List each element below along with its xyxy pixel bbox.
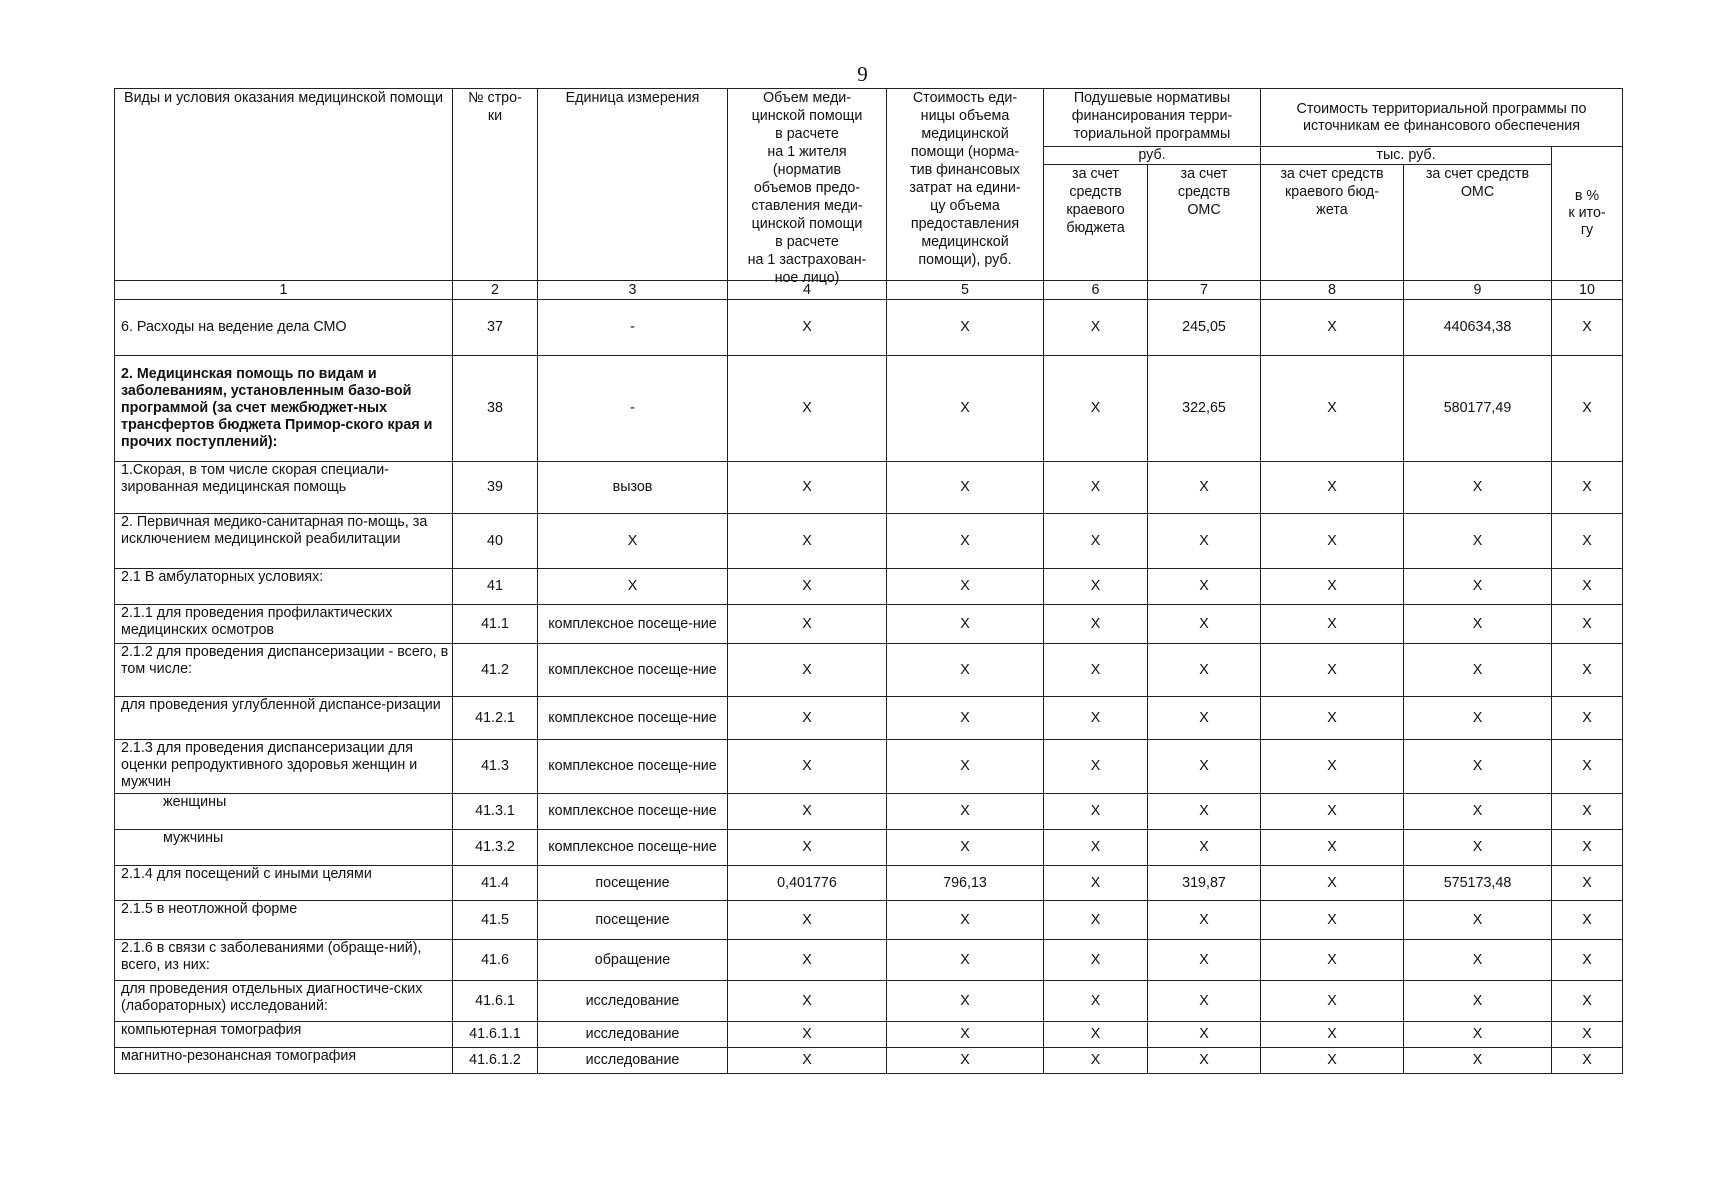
table-row (115, 300, 1623, 356)
value-cell: X (1148, 830, 1261, 866)
unit-of-measure: комплексное посеще-ние (538, 644, 728, 697)
value-cell: X (728, 569, 887, 605)
value-cell: 575173,48 (1404, 866, 1552, 901)
value-cell: X (1148, 940, 1261, 981)
value-cell: X (1552, 866, 1623, 901)
value-cell: 0,401776 (728, 866, 887, 901)
value-cell: X (1044, 981, 1148, 1022)
value-cell: X (1404, 901, 1552, 940)
value-cell: X (1552, 794, 1623, 830)
header-col-6: за счет средств краевого бюджета (1044, 165, 1148, 281)
row-number: 41.3.2 (453, 830, 538, 866)
value-cell: X (887, 940, 1044, 981)
row-number: 41.6.1.1 (453, 1022, 538, 1048)
row-label: для проведения углубленной диспансе-ризации (115, 697, 453, 740)
unit-of-measure: X (538, 569, 728, 605)
value-cell: X (1148, 740, 1261, 794)
row-label: 2.1.3 для проведения диспансеризации для оценки репродуктивного здоровья женщин и мужчин (115, 740, 453, 794)
header-col-8: за счет средств краевого бюд- жета (1261, 165, 1404, 281)
value-cell: X (1552, 605, 1623, 644)
row-number: 41.6.1 (453, 981, 538, 1022)
value-cell: X (1552, 901, 1623, 940)
value-cell: X (1404, 830, 1552, 866)
unit-of-measure: посещение (538, 866, 728, 901)
value-cell: X (1044, 569, 1148, 605)
header-unit-rub: руб. (1044, 147, 1261, 165)
value-cell: X (728, 1022, 887, 1048)
row-label: 6. Расходы на ведение дела СМО (115, 300, 453, 356)
row-number: 41.3 (453, 740, 538, 794)
row-label: 2.1.1 для проведения профилактических медицинских осмотров (115, 605, 453, 644)
value-cell: X (728, 462, 887, 514)
financing-table (114, 88, 1623, 1074)
value-cell: X (887, 740, 1044, 794)
value-cell: X (1404, 740, 1552, 794)
value-cell: X (1044, 644, 1148, 697)
value-cell: X (887, 901, 1044, 940)
table-row (115, 940, 1623, 981)
row-label: 2.1.2 для проведения диспансеризации - всего, в том числе: (115, 644, 453, 697)
value-cell: X (728, 1048, 887, 1074)
value-cell: X (1044, 901, 1148, 940)
value-cell: X (1261, 981, 1404, 1022)
value-cell: X (1044, 514, 1148, 569)
value-cell: X (728, 697, 887, 740)
value-cell: X (728, 901, 887, 940)
value-cell: X (1404, 605, 1552, 644)
value-cell: X (1148, 981, 1261, 1022)
value-cell: X (1552, 1022, 1623, 1048)
table-row (115, 901, 1623, 940)
header-col-2: № стро- ки (453, 89, 538, 281)
header-col-3: Единица измерения (538, 89, 728, 281)
value-cell: X (887, 794, 1044, 830)
unit-of-measure: посещение (538, 901, 728, 940)
table-row (115, 514, 1623, 569)
table-row (115, 356, 1623, 462)
value-cell: X (1404, 1022, 1552, 1048)
unit-of-measure: комплексное посеще-ние (538, 794, 728, 830)
value-cell: 796,13 (887, 866, 1044, 901)
value-cell: X (1552, 514, 1623, 569)
value-cell: X (887, 514, 1044, 569)
row-label: 1.Скорая, в том числе скорая специали-зированная медицинская помощь (115, 462, 453, 514)
value-cell: X (1148, 794, 1261, 830)
unit-of-measure: вызов (538, 462, 728, 514)
row-number: 41.5 (453, 901, 538, 940)
value-cell: X (1044, 740, 1148, 794)
value-cell: X (1044, 300, 1148, 356)
table-row (115, 740, 1623, 794)
value-cell: X (1148, 697, 1261, 740)
value-cell: X (1261, 940, 1404, 981)
value-cell: X (728, 356, 887, 462)
value-cell: 319,87 (1148, 866, 1261, 901)
row-label: для проведения отдельных диагностиче-ских (лабораторных) исследований: (115, 981, 453, 1022)
row-number: 41.3.1 (453, 794, 538, 830)
column-number: 5 (887, 281, 1044, 300)
column-number-row (115, 281, 1623, 300)
value-cell: X (887, 569, 1044, 605)
unit-of-measure: исследование (538, 1048, 728, 1074)
value-cell: X (728, 605, 887, 644)
table-row (115, 1048, 1623, 1074)
unit-of-measure: - (538, 300, 728, 356)
value-cell: X (1261, 300, 1404, 356)
row-number: 40 (453, 514, 538, 569)
value-cell: X (1552, 830, 1623, 866)
value-cell: X (1552, 740, 1623, 794)
table-row (115, 462, 1623, 514)
value-cell: X (887, 697, 1044, 740)
row-number: 39 (453, 462, 538, 514)
page-number: 9 (857, 62, 868, 86)
value-cell: X (1404, 697, 1552, 740)
row-number: 41.1 (453, 605, 538, 644)
value-cell: X (1044, 794, 1148, 830)
row-label: 2.1.5 в неотложной форме (115, 901, 453, 940)
value-cell: 322,65 (1148, 356, 1261, 462)
unit-of-measure: - (538, 356, 728, 462)
value-cell: X (1404, 462, 1552, 514)
row-label: 2.1.4 для посещений с иными целями (115, 866, 453, 901)
value-cell: X (1148, 901, 1261, 940)
value-cell: X (1148, 605, 1261, 644)
header-col-10: в % к ито- гу (1552, 147, 1623, 281)
row-number: 41 (453, 569, 538, 605)
value-cell: X (1148, 462, 1261, 514)
value-cell: X (1552, 462, 1623, 514)
header-unit-thousand-rub: тыс. руб. (1261, 147, 1552, 165)
value-cell: X (1148, 644, 1261, 697)
row-label: 2. Первичная медико-санитарная по-мощь, за исключением медицинской реабилитации (115, 514, 453, 569)
value-cell: X (1261, 514, 1404, 569)
value-cell: X (728, 514, 887, 569)
value-cell: X (887, 605, 1044, 644)
value-cell: X (887, 644, 1044, 697)
value-cell: X (1261, 1048, 1404, 1074)
column-number: 2 (453, 281, 538, 300)
value-cell: X (728, 940, 887, 981)
row-label: 2. Медицинская помощь по видам и заболеваниям, установленным базо-вой программой (за счет межбюджет-ных трансфертов бюджета Примор-ского края и прочих поступлений): (115, 356, 453, 462)
value-cell: X (1044, 866, 1148, 901)
value-cell: X (728, 794, 887, 830)
value-cell: X (1404, 644, 1552, 697)
value-cell: X (1148, 514, 1261, 569)
value-cell: X (887, 1048, 1044, 1074)
table-row (115, 697, 1623, 740)
value-cell: X (1261, 901, 1404, 940)
table-row (115, 644, 1623, 697)
value-cell: X (1552, 981, 1623, 1022)
value-cell: X (1148, 569, 1261, 605)
header-col-4: Объем меди- цинской помощи в расчете на 1 жителя (норматив объемов предо- ставления меди- цинской помощи в расчете на 1 застрахован- ное лицо) (728, 89, 887, 281)
value-cell: X (728, 981, 887, 1022)
unit-of-measure: обращение (538, 940, 728, 981)
value-cell: X (1044, 462, 1148, 514)
value-cell: X (728, 740, 887, 794)
value-cell: X (1261, 697, 1404, 740)
value-cell: X (1261, 1022, 1404, 1048)
value-cell: X (1552, 300, 1623, 356)
value-cell: X (1044, 1022, 1148, 1048)
value-cell: X (1404, 981, 1552, 1022)
column-number: 7 (1148, 281, 1261, 300)
value-cell: X (728, 830, 887, 866)
value-cell: X (1261, 644, 1404, 697)
value-cell: X (1044, 697, 1148, 740)
value-cell: 580177,49 (1404, 356, 1552, 462)
row-number: 37 (453, 300, 538, 356)
column-number: 6 (1044, 281, 1148, 300)
value-cell: X (1261, 356, 1404, 462)
header-col-5: Стоимость еди- ницы объема медицинской помощи (норма- тив финансовых затрат на едини- цу объема предоставления медицинской помощи), руб. (887, 89, 1044, 281)
value-cell: X (1148, 1048, 1261, 1074)
column-number: 10 (1552, 281, 1623, 300)
value-cell: X (1404, 1048, 1552, 1074)
value-cell: X (1404, 794, 1552, 830)
row-number: 41.6.1.2 (453, 1048, 538, 1074)
unit-of-measure: X (538, 514, 728, 569)
row-label: компьютерная томография (115, 1022, 453, 1048)
column-number: 3 (538, 281, 728, 300)
table-row (115, 866, 1623, 901)
row-label: магнитно-резонансная томография (115, 1048, 453, 1074)
row-number: 41.2.1 (453, 697, 538, 740)
unit-of-measure: комплексное посеще-ние (538, 697, 728, 740)
unit-of-measure: комплексное посеще-ние (538, 830, 728, 866)
value-cell: X (887, 462, 1044, 514)
value-cell: X (1404, 569, 1552, 605)
value-cell: X (728, 300, 887, 356)
value-cell: X (1404, 514, 1552, 569)
value-cell: 245,05 (1148, 300, 1261, 356)
column-number: 1 (115, 281, 453, 300)
header-col-1: Виды и условия оказания медицинской помощи (115, 89, 453, 281)
value-cell: X (1261, 740, 1404, 794)
value-cell: X (1044, 356, 1148, 462)
header-col-7: за счет средств ОМС (1148, 165, 1261, 281)
value-cell: X (728, 644, 887, 697)
value-cell: X (1044, 1048, 1148, 1074)
column-number: 9 (1404, 281, 1552, 300)
value-cell: X (887, 300, 1044, 356)
header-per-capita-group: Подушевые нормативы финансирования терри- ториальной программы (1044, 89, 1261, 147)
table-row (115, 830, 1623, 866)
value-cell: X (1044, 830, 1148, 866)
row-number: 41.6 (453, 940, 538, 981)
value-cell: X (887, 981, 1044, 1022)
row-number: 38 (453, 356, 538, 462)
value-cell: X (887, 830, 1044, 866)
value-cell: X (1044, 940, 1148, 981)
table-row (115, 605, 1623, 644)
unit-of-measure: комплексное посеще-ние (538, 605, 728, 644)
value-cell: X (1261, 569, 1404, 605)
value-cell: X (1552, 644, 1623, 697)
unit-of-measure: исследование (538, 1022, 728, 1048)
table-row (115, 1022, 1623, 1048)
value-cell: X (1261, 462, 1404, 514)
row-label: 2.1.6 в связи с заболеваниями (обраще-ний), всего, из них: (115, 940, 453, 981)
value-cell: X (1404, 940, 1552, 981)
value-cell: X (1552, 697, 1623, 740)
value-cell: X (1261, 830, 1404, 866)
value-cell: X (887, 1022, 1044, 1048)
table-row (115, 569, 1623, 605)
value-cell: X (1044, 605, 1148, 644)
value-cell: X (1552, 1048, 1623, 1074)
header-program-cost-group: Стоимость территориальной программы по источникам ее финансового обеспечения (1261, 89, 1623, 147)
row-label: мужчины (115, 830, 453, 866)
table-row (115, 794, 1623, 830)
value-cell: X (1552, 940, 1623, 981)
value-cell: X (1261, 866, 1404, 901)
value-cell: X (1552, 356, 1623, 462)
row-label: 2.1 В амбулаторных условиях: (115, 569, 453, 605)
value-cell: X (1261, 794, 1404, 830)
value-cell: X (1261, 605, 1404, 644)
column-number: 8 (1261, 281, 1404, 300)
value-cell: X (1148, 1022, 1261, 1048)
header-col-9: за счет средств ОМС (1404, 165, 1552, 281)
unit-of-measure: исследование (538, 981, 728, 1022)
row-number: 41.4 (453, 866, 538, 901)
row-number: 41.2 (453, 644, 538, 697)
row-label: женщины (115, 794, 453, 830)
value-cell: 440634,38 (1404, 300, 1552, 356)
value-cell: X (887, 356, 1044, 462)
table-row (115, 981, 1623, 1022)
column-number: 4 (728, 281, 887, 300)
unit-of-measure: комплексное посеще-ние (538, 740, 728, 794)
value-cell: X (1552, 569, 1623, 605)
